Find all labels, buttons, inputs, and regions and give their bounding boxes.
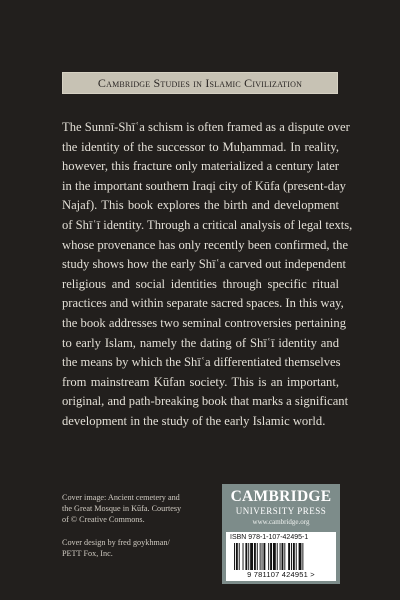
description-line: The Sunnī-Shīʿa schism is often framed as a dispute over bbox=[62, 120, 350, 134]
description-line: original, and path-breaking book that marks a significant bbox=[62, 394, 349, 409]
publisher-panel bbox=[222, 484, 340, 584]
description-line: study shows how the early Shīʿa carved out independent bbox=[62, 257, 346, 272]
description-line: Najaf). This book explores the birth and development bbox=[62, 198, 339, 213]
description-line: to early Islam, namely the dating of Shīʿī identity and bbox=[62, 335, 339, 350]
description-line: the identity of the successor to Muḥammad. In reality, bbox=[62, 139, 339, 154]
description-line: however, this fracture only materialized a century later bbox=[62, 159, 339, 174]
cover-image-credit: of © Creative Commons. bbox=[62, 515, 145, 524]
description-line: whose provenance has only recently been confirmed, the bbox=[62, 237, 349, 252]
book-description bbox=[62, 118, 353, 432]
description-line: the means by which the Shīʿa differentiated themselves bbox=[62, 355, 341, 370]
cover-credits bbox=[62, 492, 202, 559]
cover-design-credit: Cover design by fred goykhman/ bbox=[62, 538, 170, 547]
cover-design-credit: PETT Fox, Inc. bbox=[62, 549, 113, 558]
cover-image-credit: the Great Mosque in Kūfa. Courtesy bbox=[62, 504, 182, 513]
series-title: Cambridge Studies in Islamic Civilization bbox=[97, 75, 303, 90]
publisher-subtitle: UNIVERSITY PRESS bbox=[235, 506, 327, 516]
description-line: in the important southern Iraqi city of Kūfa (present-day bbox=[62, 178, 346, 193]
barcode-digits: 9 781107 424951 > bbox=[247, 570, 315, 579]
cover-image-credit: Cover image: Ancient cemetery and bbox=[62, 493, 180, 502]
description-line: development in the study of the early Islamic world. bbox=[62, 413, 326, 428]
description-line: practices and within separate sacred spaces. In this way, bbox=[62, 296, 344, 311]
description-line: from mainstream Kūfan society. This is an important, bbox=[62, 374, 339, 389]
publisher-name: CAMBRIDGE bbox=[230, 488, 332, 505]
description-line: religious and social identities through specific ritual bbox=[62, 276, 339, 291]
publisher-url: www.cambridge.org bbox=[252, 518, 310, 526]
description-line: the book addresses two seminal controversies pertaining bbox=[62, 315, 346, 330]
series-banner bbox=[62, 72, 338, 94]
description-line: of Shīʿī identity. Through a critical analysis of legal texts, bbox=[62, 217, 353, 232]
barcode-icon bbox=[234, 543, 328, 570]
isbn-label: ISBN 978-1-107-42495-1 bbox=[230, 534, 309, 541]
barcode-box bbox=[226, 532, 336, 581]
